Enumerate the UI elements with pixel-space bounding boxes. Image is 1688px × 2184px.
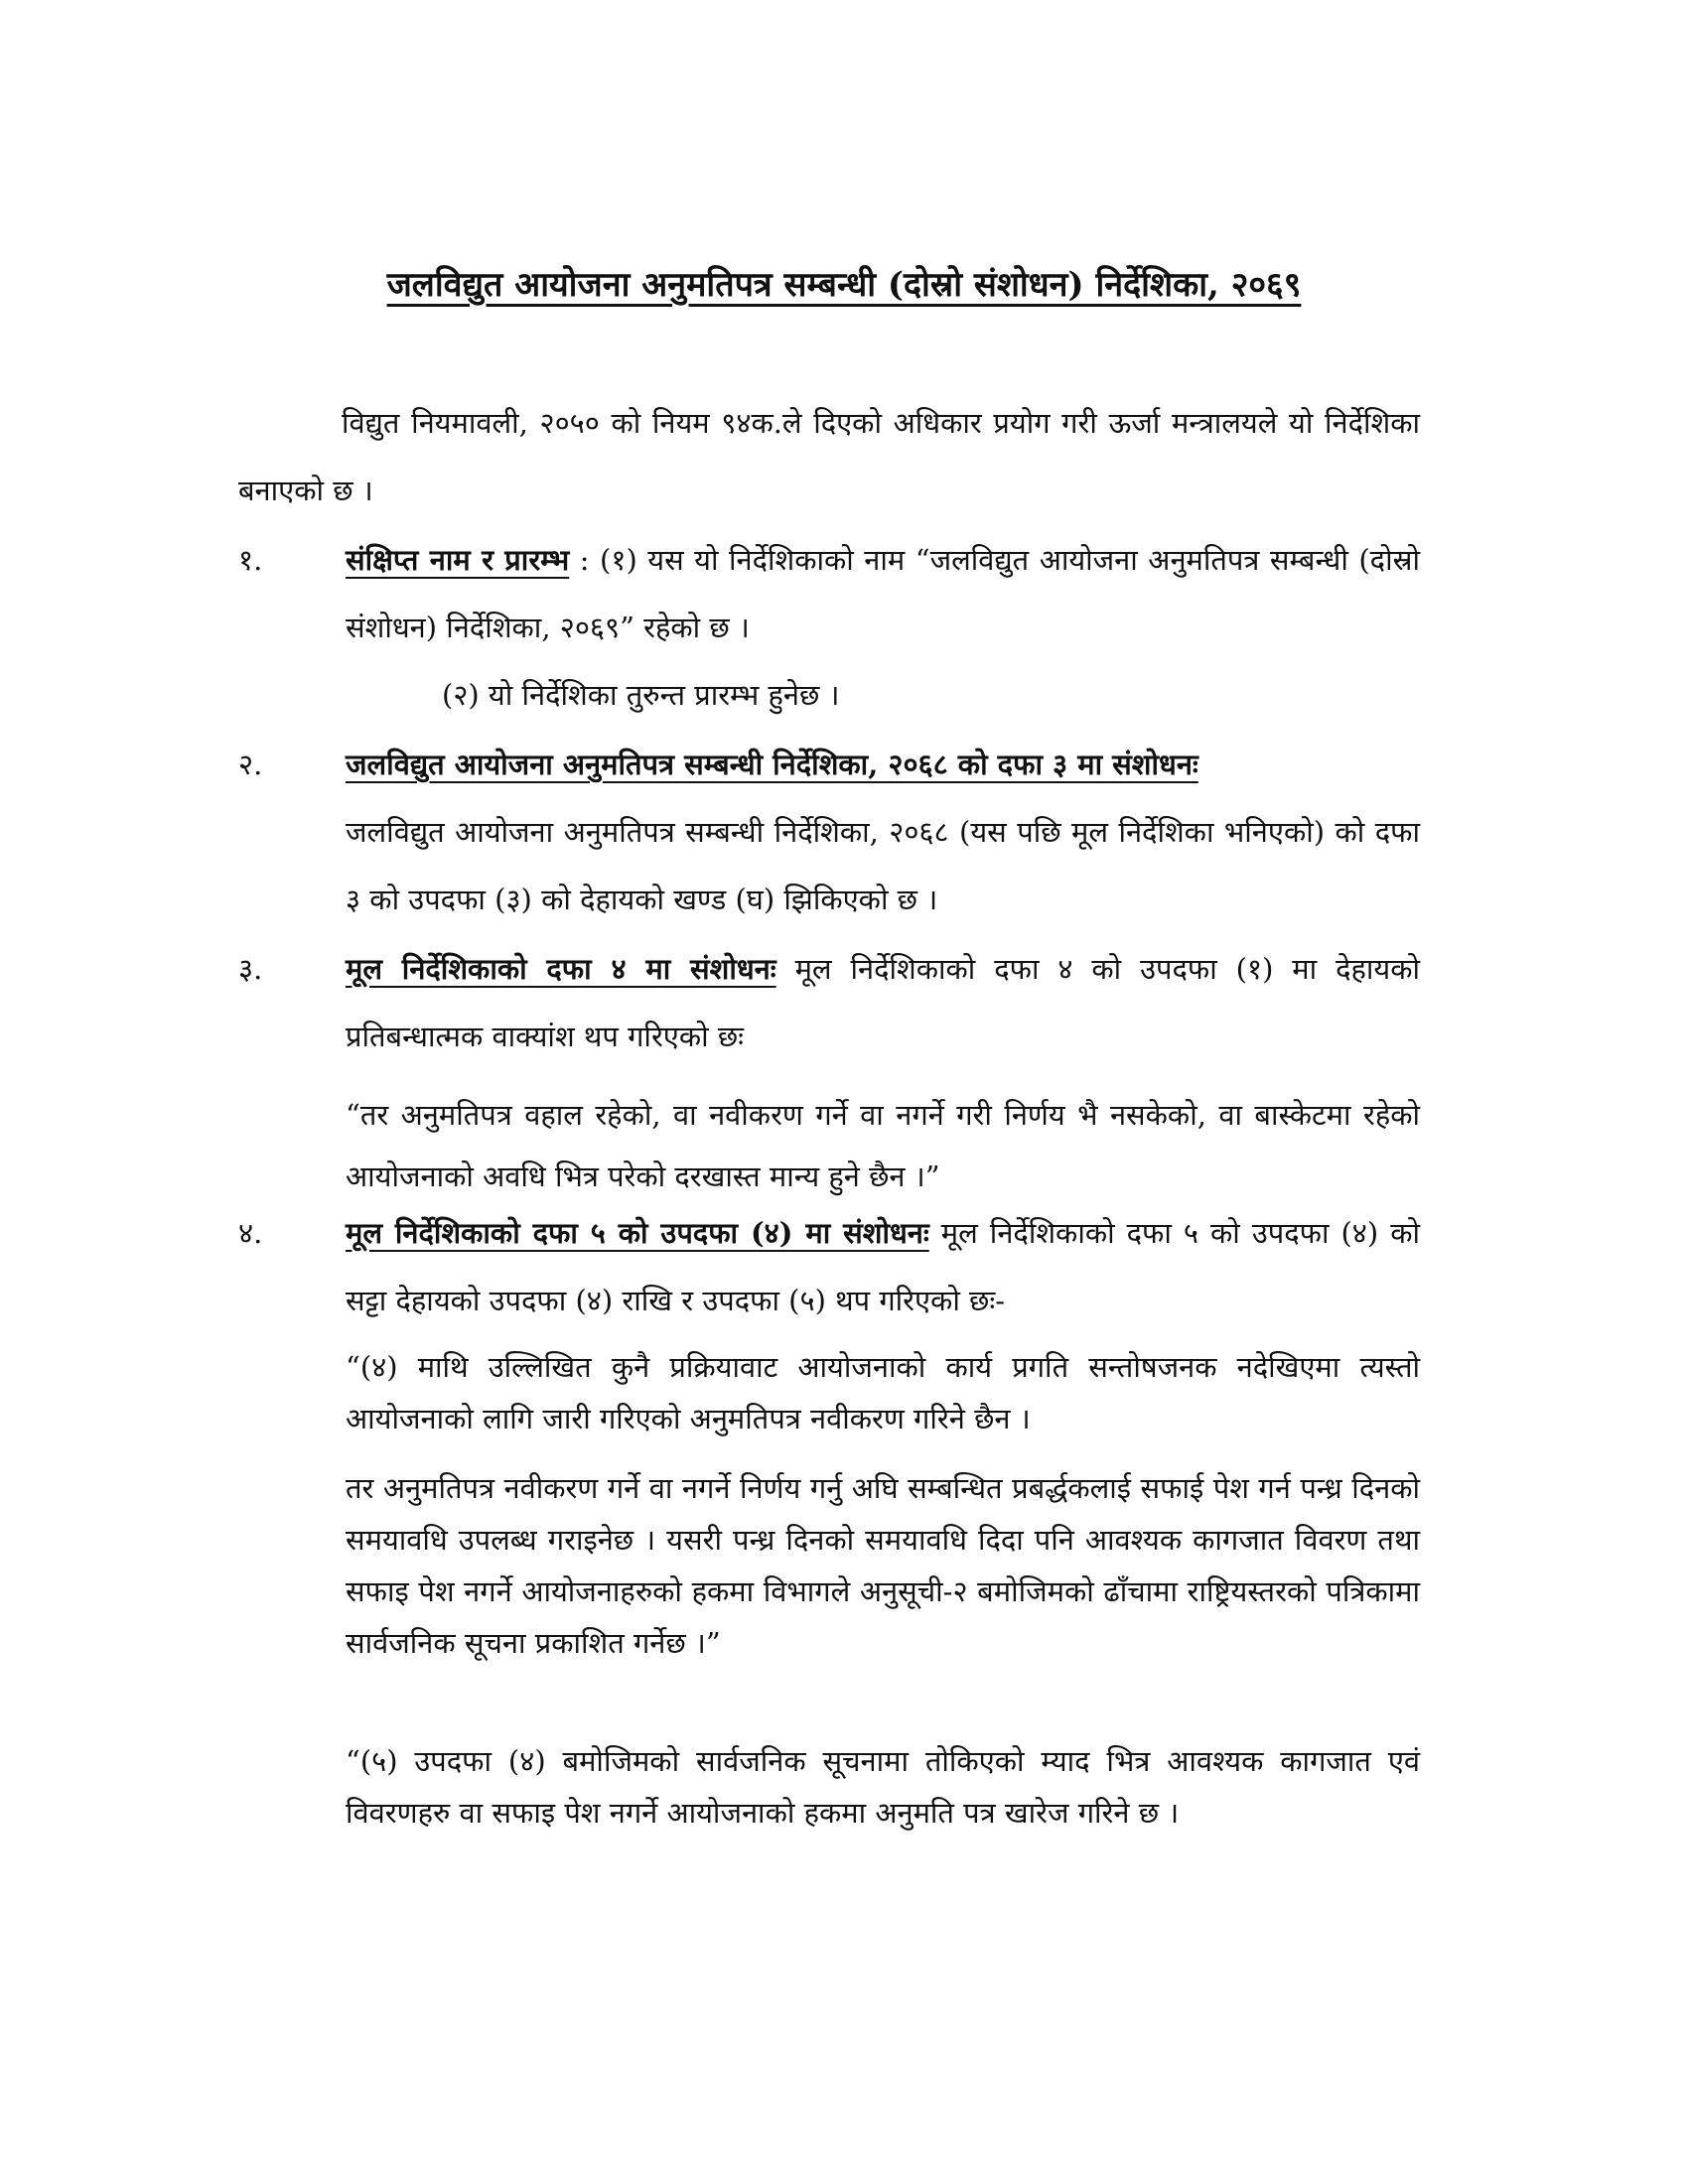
section-body	[346, 526, 1420, 661]
section-number: १.	[238, 543, 263, 577]
section-subclause: (२) यो निर्देशिका तुरुन्त प्रारम्भ हुनेछ ।	[442, 678, 840, 712]
section-body	[346, 935, 1420, 1070]
section-quote: “(५) उपदफा (४) बमोजिमको सार्वजनिक सूचनामा तोकिएको म्याद भित्र आवश्यक कागजात एवं विवरणहरु वा सफाइ पेश नगर्ने आयोजनाको हकमा अनुमति पत्र खारेज गरिने छ ।	[346, 1744, 1420, 1830]
section-text: जलविद्युत आयोजना अनुमतिपत्र सम्बन्धी निर्देशिका, २०६८ (यस पछि मूल निर्देशिका भनिएको) को दफा ३ को उपदफा (३) को देहायको खण्ड (घ) झिकिएको छ ।	[346, 815, 1420, 916]
section-number: ३.	[238, 952, 263, 986]
section-text: मूल निर्देशिकाको दफा ४ को उपदफा (१) मा देहायको प्रतिबन्धात्मक वाक्यांश थप गरिएको छः	[346, 952, 1420, 1053]
document-title: जलविद्युत आयोजना अनुमतिपत्र सम्बन्धी (दोस्रो संशोधन) निर्देशिका, २०६९	[386, 265, 1302, 305]
intro-paragraph: विद्युत नियमावली, २०५० को नियम ९४क.ले दिएको अधिकार प्रयोग गरी ऊर्जा मन्त्रालयले यो निर्देशिका बनाएको छ ।	[238, 406, 1420, 507]
section-text: : (१) यस यो निर्देशिकाको नाम “जलविद्युत आयोजना अनुमतिपत्र सम्बन्धी (दोस्रो संशोधन) निर्देशिका, २०६९” रहेको छ ।	[346, 543, 1420, 644]
section-number: ४.	[238, 1216, 263, 1250]
section-quote: “तर अनुमतिपत्र वहाल रहेको, वा नवीकरण गर्ने वा नगर्ने गरी निर्णय भै नसकेको, वा बास्केटमा रहेको आयोजनाको अवधि भित्र परेको दरखास्त मान्य हुने छैन ।”	[346, 1098, 1420, 1193]
section-quote: तर अनुमतिपत्र नवीकरण गर्ने वा नगर्ने निर्णय गर्नु अघि सम्बन्धित प्रबर्द्धकलाई सफाई पेश गर्न पन्ध्र दिनको समयावधि उपलब्ध गराइनेछ । यसरी पन्ध्र दिनको समयावधि दिदा पनि आवश्यक कागजात विवरण तथा सफाइ पेश नगर्ने आयोजनाहरुको हकमा विभागले अनुसूची-२ बमोजिमको ढाँचामा राष्ट्रियस्तरको पत्रिकामा सार्वजनिक सूचना प्रकाशित गर्नेछ ।”	[346, 1471, 1420, 1660]
section-body	[346, 731, 1420, 933]
section-heading: संक्षिप्त नाम र प्रारम्भ	[346, 543, 570, 577]
section-quote: “(४) माथि उल्लिखित कुनै प्रक्रियावाट आयोजनाको कार्य प्रगति सन्तोषजनक नदेखिएमा त्यस्तो आयोजनाको लागि जारी गरिएको अनुमतिपत्र नवीकरण गरिने छैन ।	[346, 1350, 1420, 1435]
section-heading: जलविद्युत आयोजना अनुमतिपत्र सम्बन्धी निर्देशिका, २०६८ को दफा ३ मा संशोधनः	[346, 748, 1198, 781]
section-text: मूल निर्देशिकाको दफा ५ को उपदफा (४) को सट्टा देहायको उपदफा (४) राखि र उपदफा (५) थप गरिएको छः-	[346, 1216, 1420, 1317]
section-body	[346, 1199, 1420, 1334]
section-heading: मूल निर्देशिकाको दफा ५ को उपदफा (४) मा संशोधनः	[346, 1216, 929, 1250]
section-number: २.	[238, 748, 263, 781]
section-heading: मूल निर्देशिकाको दफा ४ मा संशोधनः	[346, 952, 776, 986]
